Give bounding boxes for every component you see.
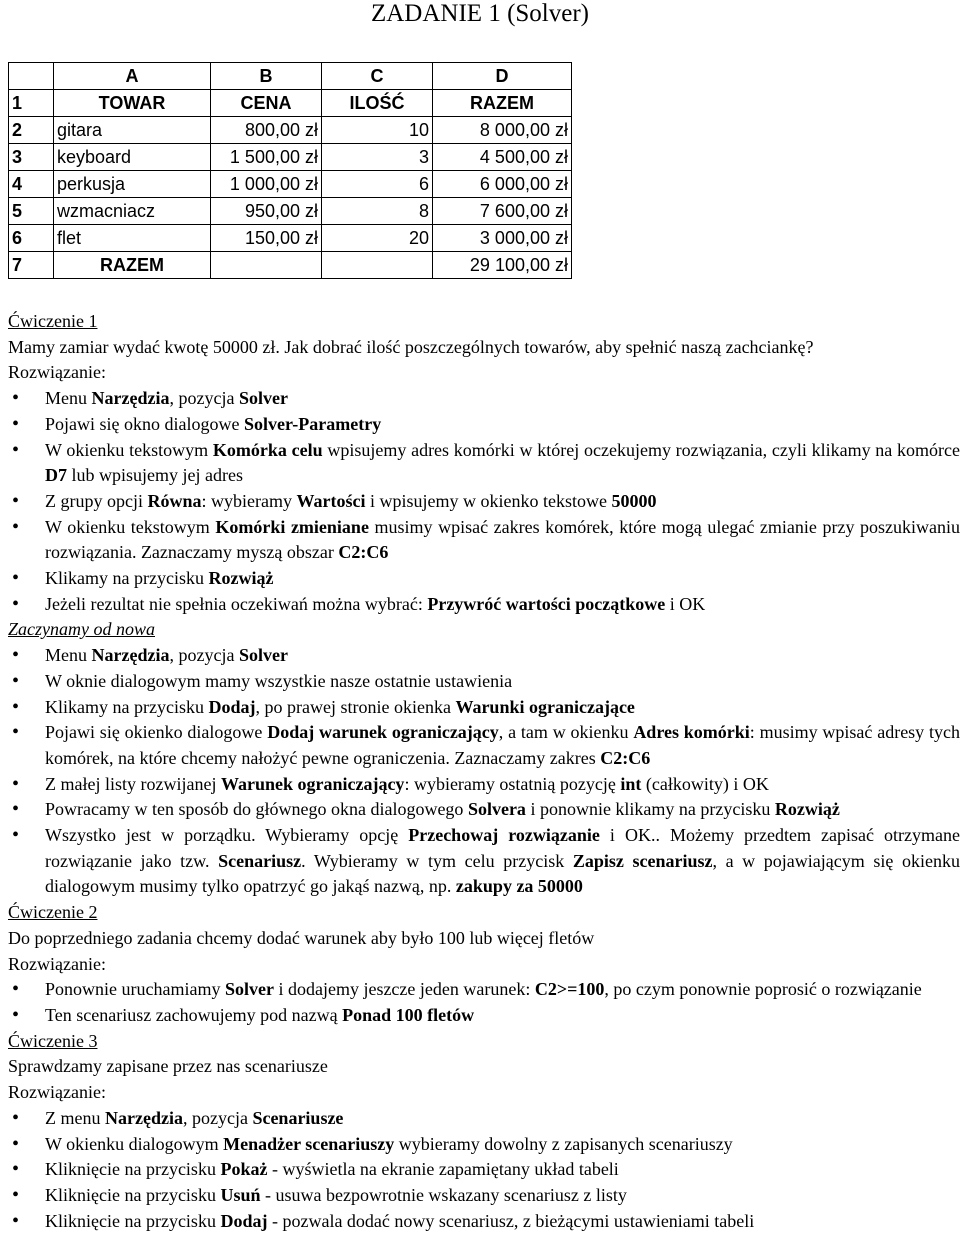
text-segment: Z małej listy rozwijanej (45, 773, 221, 794)
exercise-2-intro: Do poprzedniego zadania chcemy dodać warunek aby było 100 lub więcej fletów (8, 927, 595, 948)
table-header-row (9, 90, 572, 117)
solution-label: Rozwiązanie: (8, 1082, 106, 1103)
list-item (8, 592, 960, 618)
list-item (8, 489, 960, 515)
text-segment: Powracamy w ten sposób do głównego okna dialogowego (45, 799, 468, 820)
cell-ilosc: 6 (322, 171, 433, 198)
bold-term: C2:C6 (338, 542, 389, 563)
text-segment: Kliknięcie na przycisku (45, 1210, 221, 1231)
column-header-row (9, 63, 572, 90)
bold-term: Równa (147, 490, 202, 511)
cell-towar: keyboard (54, 144, 211, 171)
cell-cena: 1 000,00 zł (211, 171, 322, 198)
bold-term: Warunki ograniczające (455, 696, 635, 717)
text-segment: Z grupy opcji (45, 490, 148, 511)
bold-term: Zapisz scenariusz (572, 850, 713, 871)
bold-term: C2:C6 (600, 747, 651, 768)
header-cell: TOWAR (54, 90, 211, 117)
solution-label: Rozwiązanie: (8, 953, 106, 974)
text-segment: wpisujemy adres komórki w której oczekujemy rozwiązania, czyli klikamy na komórce (322, 439, 960, 460)
header-cell: RAZEM (433, 90, 572, 117)
bold-term: Scenariusze (252, 1107, 344, 1128)
header-cell: CENA (211, 90, 322, 117)
text-segment: W okienku tekstowym (45, 439, 213, 460)
list-item (8, 797, 960, 823)
col-header-d: D (433, 63, 572, 90)
list-item (8, 1003, 960, 1029)
cell-towar: gitara (54, 117, 211, 144)
bold-term: Komórki zmieniane (215, 516, 369, 537)
cell-cena: 950,00 zł (211, 198, 322, 225)
bullet-list (8, 1106, 960, 1235)
list-item (8, 386, 960, 412)
instructions (8, 309, 960, 1234)
bold-term: Usuń (220, 1184, 261, 1205)
text-segment: i OK.. Możemy przedtem zapisać otrzymane rozwiązanie jako tzw. (45, 825, 960, 871)
text-segment: W oknie dialogowym mamy wszystkie nasze ostatnie ustawienia (45, 670, 513, 691)
text-segment: - wyświetla na ekranie zapamiętany układ tabeli (267, 1159, 619, 1180)
text-segment: Kliknięcie na przycisku (45, 1184, 221, 1205)
bold-term: C2>=100 (534, 979, 605, 1000)
cell-cena: 1 500,00 zł (211, 144, 322, 171)
list-item (8, 1183, 960, 1209)
text-segment: , po czym ponownie poprosić o rozwiązanie (604, 979, 922, 1000)
bold-term: Rozwiąż (208, 568, 274, 589)
solution-label: Rozwiązanie: (8, 362, 106, 383)
text-segment: , po prawej stronie okienka (255, 696, 456, 717)
bold-term: Komórka celu (212, 439, 323, 460)
row-number: 6 (9, 225, 54, 252)
bold-term: Narzędzia (105, 1107, 183, 1128)
text-segment: i wpisujemy w okienko tekstowe (365, 490, 612, 511)
cell-ilosc: 20 (322, 225, 433, 252)
text-segment: Jeżeli rezultat nie spełnia oczekiwań można wybrać: (45, 593, 428, 614)
header-cell: ILOŚĆ (322, 90, 433, 117)
text-segment: Klikamy na przycisku (45, 568, 209, 589)
text-segment: - pozwala dodać nowy scenariusz, z bieżącymi ustawieniami tabeli (267, 1210, 755, 1231)
text-segment: musimy wpisać zakres komórek, które mogą ulegać zmianie przy poszukiwaniu rozwiązania. Zaznaczamy myszą obszar (45, 516, 960, 563)
text-segment: Z menu (45, 1107, 105, 1128)
cell-cena: 150,00 zł (211, 225, 322, 252)
col-header-a: A (54, 63, 211, 90)
text-segment: W okienku dialogowym (45, 1133, 224, 1154)
text-segment: Ponownie uruchamiamy (45, 979, 225, 1000)
cell-ilosc: 3 (322, 144, 433, 171)
row-number: 4 (9, 171, 54, 198)
text-segment: , pozycja (182, 1107, 253, 1128)
bold-term: Rozwiąż (774, 799, 840, 820)
bold-term: Pokaż (220, 1159, 268, 1180)
list-item (8, 515, 960, 566)
list-item (8, 412, 960, 438)
cell-towar: flet (54, 225, 211, 252)
total-label: RAZEM (54, 252, 211, 279)
cell-razem: 8 000,00 zł (433, 117, 572, 144)
text-segment: : wybieramy ostatnią pozycję (404, 773, 621, 794)
list-item (8, 643, 960, 669)
list-item (8, 1106, 960, 1132)
text-segment: i OK (665, 593, 706, 614)
list-item (8, 1157, 960, 1183)
corner-cell (9, 63, 54, 90)
col-header-b: B (211, 63, 322, 90)
bold-term: Solver (238, 645, 288, 666)
col-header-c: C (322, 63, 433, 90)
bold-term: Solver-Parametry (243, 413, 382, 434)
bold-term: Solver (224, 979, 274, 1000)
list-item (8, 669, 960, 695)
bold-term: Narzędzia (91, 645, 170, 666)
list-item (8, 566, 960, 592)
cell-razem: 7 600,00 zł (433, 198, 572, 225)
spreadsheet-table (8, 62, 572, 279)
total-row (9, 252, 572, 279)
bold-term: Scenariusz (218, 850, 302, 871)
row-number: 5 (9, 198, 54, 225)
bold-term: Dodaj (220, 1210, 268, 1231)
bold-term: int (620, 773, 642, 794)
empty-cell (211, 252, 322, 279)
text-segment: W okienku tekstowym (45, 516, 216, 537)
list-item (8, 977, 960, 1003)
cell-towar: perkusja (54, 171, 211, 198)
bold-term: Solver (238, 388, 288, 409)
text-segment: i ponownie klikamy na przycisku (525, 799, 775, 820)
exercise-1-intro: Mamy zamiar wydać kwotę 50000 zł. Jak dobrać ilość poszczególnych towarów, aby spełnić naszą zachciankę? (8, 336, 814, 357)
text-segment: (całkowity) i OK (641, 773, 769, 794)
table-row (9, 198, 572, 225)
bold-term: Narzędzia (91, 388, 170, 409)
text-segment: , pozycja (169, 645, 239, 666)
bullet-list (8, 643, 960, 900)
table-row (9, 117, 572, 144)
list-item (8, 772, 960, 798)
list-item (8, 823, 960, 900)
text-segment: Pojawi się okno dialogowe (45, 413, 244, 434)
cell-razem: 3 000,00 zł (433, 225, 572, 252)
cell-cena: 800,00 zł (211, 117, 322, 144)
cell-ilosc: 10 (322, 117, 433, 144)
text-segment: : musimy wpisać adresy tych komórek, na które chcemy nałożyć pewne ograniczenia. Zaznaczamy zakres (45, 722, 960, 768)
table-row (9, 225, 572, 252)
text-segment: Menu (45, 388, 92, 409)
text-segment: . Wybieramy w tym celu przycisk (301, 850, 573, 871)
row-number: 2 (9, 117, 54, 144)
text-segment: Klikamy na przycisku (45, 696, 209, 717)
bold-term: Przywróć wartości początkowe (427, 593, 666, 614)
list-item (8, 438, 960, 489)
list-item (8, 1132, 960, 1158)
text-segment: wybieramy dowolny z zapisanych scenariuszy (394, 1133, 733, 1154)
text-segment: Wszystko jest w porządku. Wybieramy opcję (45, 825, 409, 846)
text-segment: : wybieramy (201, 490, 297, 511)
bold-term: Warunek ograniczający (220, 773, 405, 794)
bold-term: Wartości (296, 490, 366, 511)
bold-term: Przechowaj rozwiązanie (408, 825, 600, 846)
total-value: 29 100,00 zł (433, 252, 572, 279)
bold-term: 50000 (611, 490, 657, 511)
bold-term: Solvera (467, 799, 526, 820)
cell-ilosc: 8 (322, 198, 433, 225)
bullet-list (8, 386, 960, 617)
table-row (9, 144, 572, 171)
list-item (8, 720, 960, 771)
table-row (9, 171, 572, 198)
exercise-2-heading: Ćwiczenie 2 (8, 902, 98, 923)
bullet-list (8, 977, 960, 1028)
bold-term: D7 (45, 465, 67, 486)
text-segment: Kliknięcie na przycisku (45, 1159, 221, 1180)
empty-cell (322, 252, 433, 279)
text-segment: Pojawi się okienko dialogowe (45, 722, 268, 743)
bold-term: zakupy za 50000 (455, 876, 583, 897)
text-segment: , a w pojawiającym się okienku dialogowym musimy tylko opatrzyć go jakąś nazwą, np. (45, 850, 960, 897)
page-title: ZADANIE 1 (Solver) (370, 0, 589, 27)
list-item (8, 1209, 960, 1235)
exercise-1-heading: Ćwiczenie 1 (8, 311, 98, 331)
bold-term: Dodaj warunek ograniczający (267, 722, 499, 743)
cell-razem: 6 000,00 zł (433, 171, 572, 198)
cell-towar: wzmacniacz (54, 198, 211, 225)
text-segment: lub wpisujemy jej adres (67, 465, 243, 486)
bold-term: Menadżer scenariuszy (223, 1133, 395, 1154)
text-segment: - usuwa bezpowrotnie wskazany scenariusz z listy (260, 1184, 627, 1205)
text-segment: , a tam w okienku (498, 722, 634, 743)
row-number: 3 (9, 144, 54, 171)
text-segment: Ten scenariusz zachowujemy pod nazwą (45, 1004, 343, 1025)
bold-term: Ponad 100 fletów (342, 1004, 475, 1025)
text-segment: i dodajemy jeszcze jeden warunek: (273, 979, 535, 1000)
list-item (8, 695, 960, 721)
text-segment: , pozycja (169, 388, 239, 409)
restart-label: Zaczynamy od nowa (8, 619, 155, 640)
exercise-3-intro: Sprawdzamy zapisane przez nas scenariusze (8, 1056, 328, 1077)
bold-term: Adres komórki (633, 722, 750, 743)
text-segment: Menu (45, 645, 92, 666)
bold-term: Dodaj (208, 696, 256, 717)
row-number: 7 (9, 252, 54, 279)
exercise-3-heading: Ćwiczenie 3 (8, 1030, 98, 1051)
cell-razem: 4 500,00 zł (433, 144, 572, 171)
row-number: 1 (9, 90, 54, 117)
